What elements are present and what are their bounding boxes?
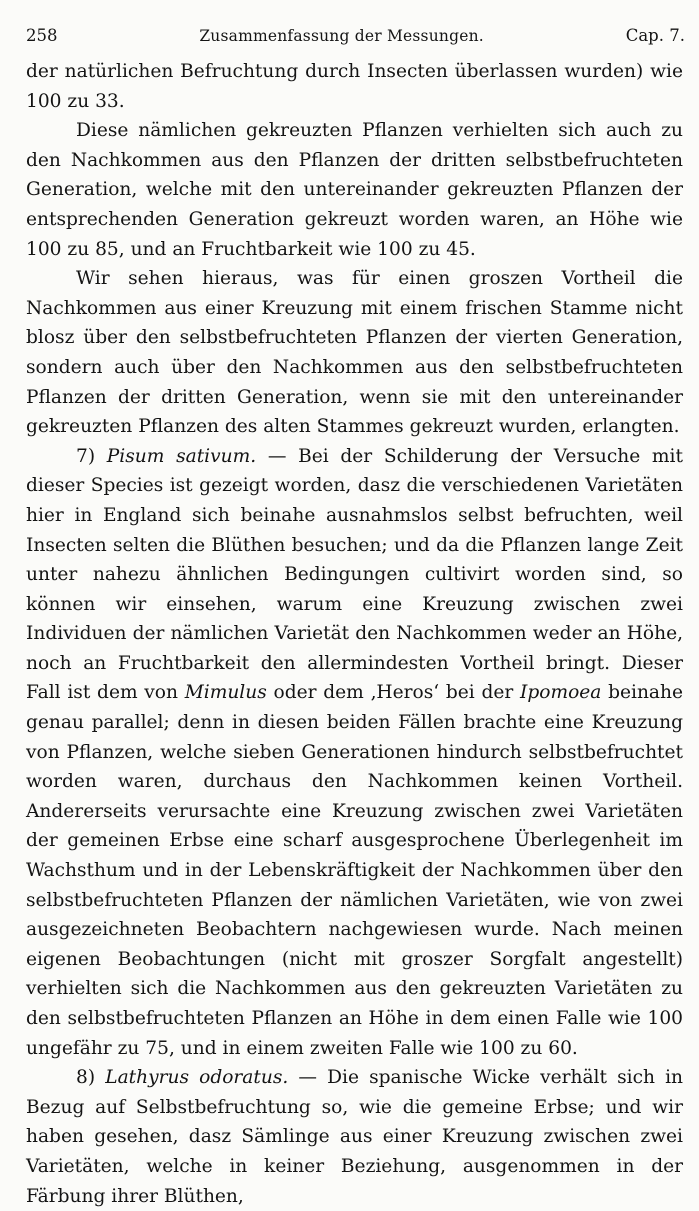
- paragraph-text: oder dem ‚Heros‘ bei der: [266, 682, 520, 704]
- paragraph-continuation: der natürlichen Befruchtung durch Insecten überlassen wurden) wie 100 zu 33.: [26, 61, 683, 112]
- running-title: Zusammenfassung der Messungen.: [199, 27, 484, 45]
- genus-name: Mimulus: [184, 682, 267, 704]
- species-name: Pisum sativum.: [106, 445, 257, 467]
- genus-name: Ipomoea: [520, 682, 602, 704]
- body-text: [26, 57, 685, 1211]
- section-number: 7): [76, 445, 96, 467]
- paragraph-advantage: Wir sehen hieraus, was für einen groszen Vortheil die Nachkommen aus einer Kreuzung mit einem frischen Stamme nicht blosz über den selbstbefruchteten Pflanzen der vierten Generation, sondern auch über den Nachkommen aus den selbstbefruchteten Pflanzen der dritten Generation, wenn sie mit den untereinander gekreuzten Pflanzen des alten Stammes gekreuzt wurden, erlangten.: [26, 268, 683, 438]
- page-number: 258: [26, 26, 58, 45]
- species-name: Lathyrus odoratus.: [105, 1067, 289, 1089]
- paragraph-text: — Bei der Schilderung der Versuche mit dieser Species ist gezeigt worden, dasz die verschiedenen Varietäten hier in England sich beinahe ausnahmslos selbst befruchten, weil Insecten selten die Blüthen besuchen; und da die Pflanzen lange Zeit unter nahezu ähnlichen Bedingungen cultivirt worden sind, so können wir einsehen, warum eine Kreuzung zwischen zwei Individuen der nämlichen Varietät den Nachkommen weder an Höhe, noch an Fruchtbarkeit den allermindesten Vortheil bringt. Dieser Fall ist dem von: [26, 445, 683, 704]
- page-header: [26, 26, 685, 45]
- paragraph-text: beinahe genau parallel; denn in diesen beiden Fällen brachte eine Kreuzung von Pflanzen, welche sieben Generationen hindurch selbstbefruchtet worden waren, durchaus den Nachkommen keinen Vortheil. Andererseits verursachte eine Kreuzung zwischen zwei Varietäten der gemeinen Erbse eine scharf ausgesprochene Überlegenheit im Wachsthum und in der Lebenskräftigkeit der Nachkommen über den selbstbefruchteten Pflanzen der nämlichen Varietäten, wie von zwei ausgezeichneten Beobachtern nachgewiesen wurde. Nach meinen eigenen Beobachtungen (nicht mit groszer Sorgfalt angestellt) verhielten sich die Nachkommen aus den gekreuzten Varietäten zu den selbstbefruchteten Pflanzen an Höhe in dem einen Falle wie 100 ungefähr zu 75, und in einem zweiten Falle wie 100 zu 60.: [26, 682, 683, 1059]
- chapter-label: Cap. 7.: [625, 26, 685, 45]
- paragraph-crossed-plants: Diese nämlichen gekreuzten Pflanzen verhielten sich auch zu den Nachkommen aus den Pflanzen der dritten selbstbefruchteten Generation, welche mit den untereinander gekreuzten Pflanzen der entsprechenden Generation gekreuzt worden waren, an Höhe wie 100 zu 85, und an Fruchtbarkeit wie 100 zu 45.: [26, 120, 683, 260]
- section-number: 8): [76, 1067, 96, 1089]
- paragraph-lathyrus: [26, 1063, 683, 1211]
- paragraph-pisum: [26, 442, 683, 1063]
- paragraph-text: — Die spanische Wicke verhält sich in Bezug auf Selbstbefruchtung so, wie die gemeine Erbse; und wir haben gesehen, dasz Sämlinge aus einer Kreuzung zwischen zwei Varietäten, welche in keiner Beziehung, ausgenommen in der Färbung ihrer Blüthen,: [26, 1067, 683, 1207]
